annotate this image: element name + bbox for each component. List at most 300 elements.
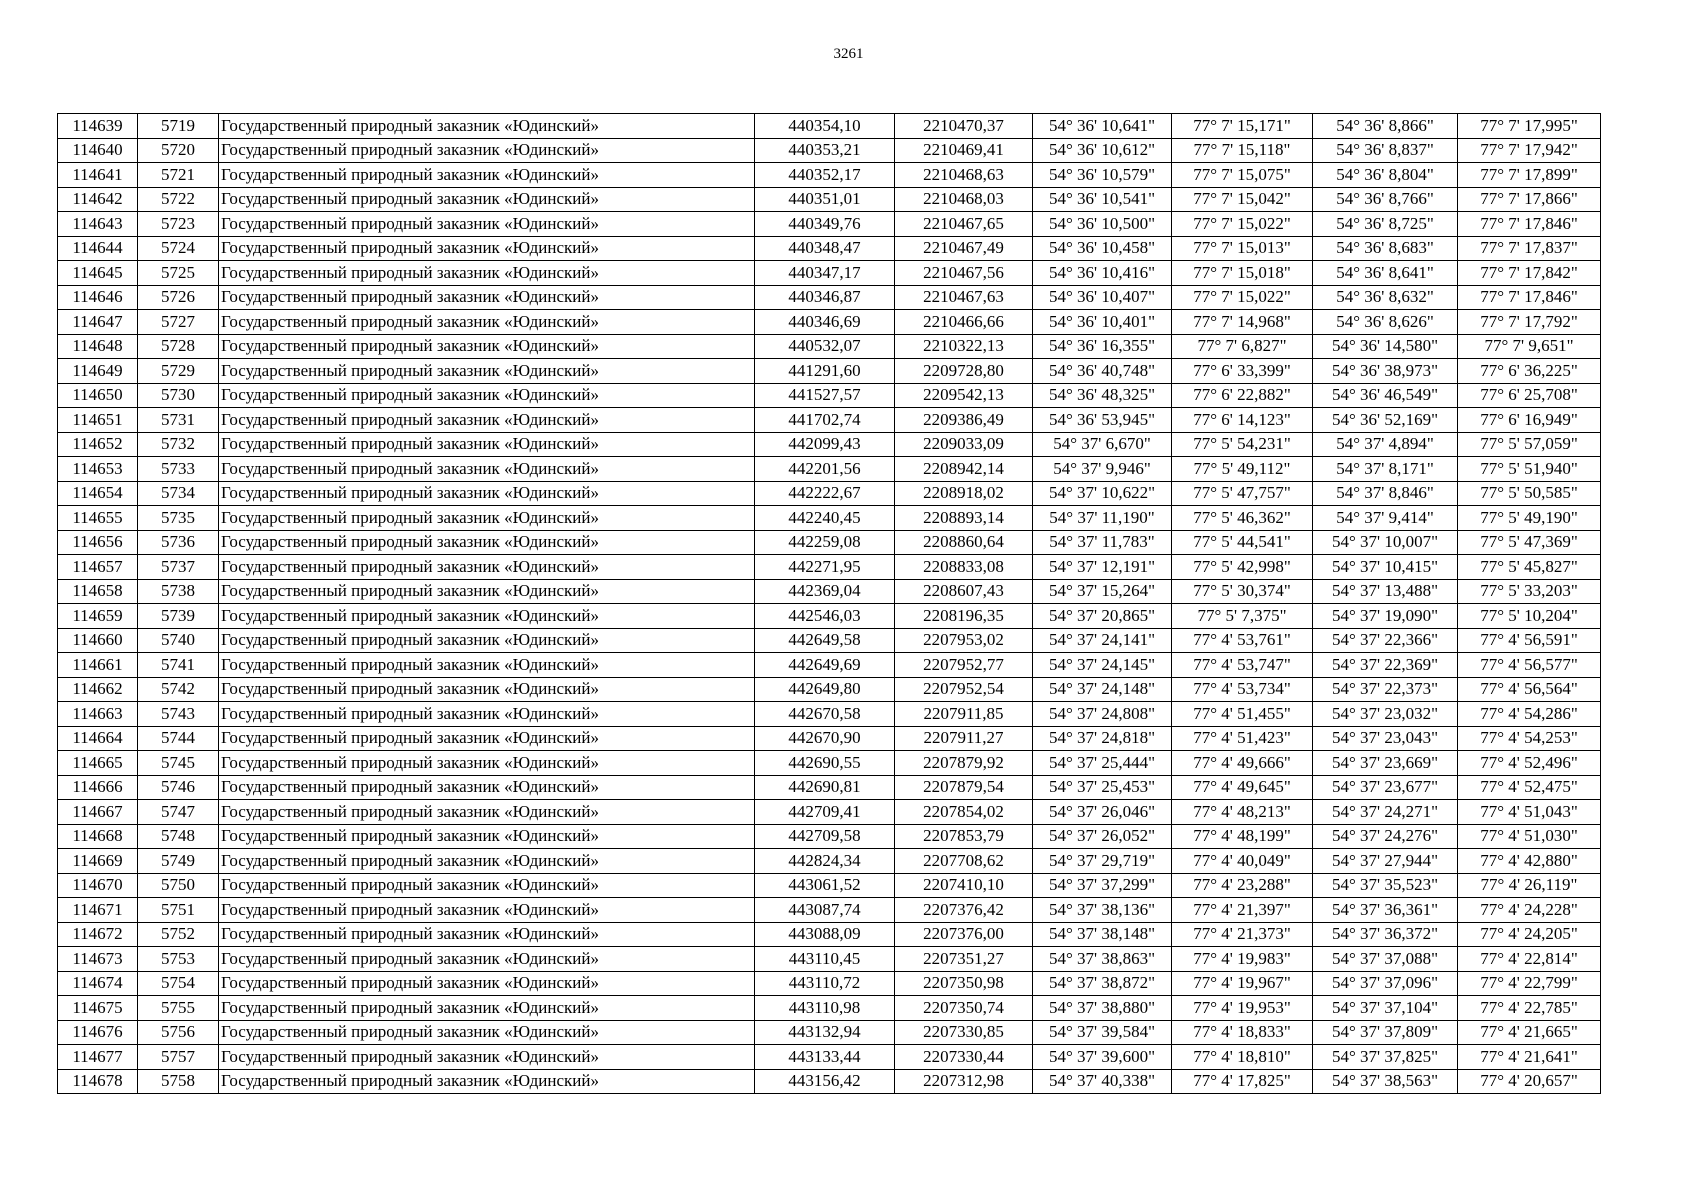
latitude-1-cell: 54° 37' 24,145" <box>1033 653 1172 678</box>
latitude-1-cell: 54° 37' 6,670" <box>1033 432 1172 457</box>
x-coordinate-cell: 442690,55 <box>755 751 895 776</box>
table-row <box>58 285 1601 310</box>
row-id-cell: 114639 <box>58 114 138 139</box>
row-id-cell: 114672 <box>58 922 138 947</box>
x-coordinate-cell: 440351,01 <box>755 187 895 212</box>
x-coordinate-cell: 442099,43 <box>755 432 895 457</box>
table-row <box>58 457 1601 482</box>
longitude-1-cell: 77° 7' 6,827" <box>1172 334 1313 359</box>
point-number-cell: 5731 <box>138 408 219 433</box>
longitude-2-cell: 77° 6' 25,708" <box>1458 383 1601 408</box>
latitude-2-cell: 54° 37' 23,032" <box>1313 702 1458 727</box>
point-number-cell: 5726 <box>138 285 219 310</box>
longitude-2-cell: 77° 4' 42,880" <box>1458 849 1601 874</box>
object-name-cell: Государственный природный заказник «Юдинский» <box>219 898 755 923</box>
latitude-2-cell: 54° 37' 23,669" <box>1313 751 1458 776</box>
y-coordinate-cell: 2210322,13 <box>895 334 1033 359</box>
latitude-1-cell: 54° 37' 9,946" <box>1033 457 1172 482</box>
x-coordinate-cell: 442709,58 <box>755 824 895 849</box>
longitude-2-cell: 77° 6' 16,949" <box>1458 408 1601 433</box>
longitude-2-cell: 77° 4' 24,205" <box>1458 922 1601 947</box>
x-coordinate-cell: 442649,80 <box>755 677 895 702</box>
row-id-cell: 114658 <box>58 579 138 604</box>
table-row <box>58 824 1601 849</box>
table-row <box>58 628 1601 653</box>
object-name-cell: Государственный природный заказник «Юдинский» <box>219 849 755 874</box>
row-id-cell: 114674 <box>58 971 138 996</box>
longitude-1-cell: 77° 5' 46,362" <box>1172 506 1313 531</box>
longitude-2-cell: 77° 4' 20,657" <box>1458 1069 1601 1094</box>
point-number-cell: 5725 <box>138 261 219 286</box>
x-coordinate-cell: 442240,45 <box>755 506 895 531</box>
latitude-1-cell: 54° 37' 25,453" <box>1033 775 1172 800</box>
latitude-1-cell: 54° 37' 38,148" <box>1033 922 1172 947</box>
latitude-2-cell: 54° 36' 8,837" <box>1313 138 1458 163</box>
table-row <box>58 947 1601 972</box>
table-row <box>58 408 1601 433</box>
point-number-cell: 5719 <box>138 114 219 139</box>
longitude-2-cell: 77° 7' 17,866" <box>1458 187 1601 212</box>
longitude-2-cell: 77° 5' 45,827" <box>1458 555 1601 580</box>
latitude-1-cell: 54° 36' 10,407" <box>1033 285 1172 310</box>
y-coordinate-cell: 2210467,49 <box>895 236 1033 261</box>
table-row <box>58 1069 1601 1094</box>
latitude-1-cell: 54° 37' 39,600" <box>1033 1045 1172 1070</box>
point-number-cell: 5757 <box>138 1045 219 1070</box>
x-coordinate-cell: 443132,94 <box>755 1020 895 1045</box>
object-name-cell: Государственный природный заказник «Юдинский» <box>219 481 755 506</box>
longitude-2-cell: 77° 4' 22,799" <box>1458 971 1601 996</box>
point-number-cell: 5746 <box>138 775 219 800</box>
longitude-1-cell: 77° 5' 44,541" <box>1172 530 1313 555</box>
point-number-cell: 5736 <box>138 530 219 555</box>
longitude-1-cell: 77° 4' 18,810" <box>1172 1045 1313 1070</box>
y-coordinate-cell: 2207350,74 <box>895 996 1033 1021</box>
table-row <box>58 775 1601 800</box>
row-id-cell: 114640 <box>58 138 138 163</box>
y-coordinate-cell: 2210466,66 <box>895 310 1033 335</box>
latitude-2-cell: 54° 36' 8,804" <box>1313 163 1458 188</box>
y-coordinate-cell: 2209728,80 <box>895 359 1033 384</box>
y-coordinate-cell: 2207953,02 <box>895 628 1033 653</box>
x-coordinate-cell: 442259,08 <box>755 530 895 555</box>
point-number-cell: 5749 <box>138 849 219 874</box>
latitude-1-cell: 54° 37' 38,880" <box>1033 996 1172 1021</box>
longitude-2-cell: 77° 4' 56,591" <box>1458 628 1601 653</box>
object-name-cell: Государственный природный заказник «Юдинский» <box>219 457 755 482</box>
point-number-cell: 5729 <box>138 359 219 384</box>
latitude-2-cell: 54° 37' 8,171" <box>1313 457 1458 482</box>
row-id-cell: 114665 <box>58 751 138 776</box>
longitude-1-cell: 77° 4' 21,397" <box>1172 898 1313 923</box>
row-id-cell: 114675 <box>58 996 138 1021</box>
latitude-1-cell: 54° 37' 10,622" <box>1033 481 1172 506</box>
longitude-2-cell: 77° 4' 51,043" <box>1458 800 1601 825</box>
row-id-cell: 114664 <box>58 726 138 751</box>
longitude-1-cell: 77° 7' 15,118" <box>1172 138 1313 163</box>
object-name-cell: Государственный природный заказник «Юдинский» <box>219 653 755 678</box>
row-id-cell: 114650 <box>58 383 138 408</box>
point-number-cell: 5723 <box>138 212 219 237</box>
latitude-2-cell: 54° 37' 37,096" <box>1313 971 1458 996</box>
longitude-2-cell: 77° 4' 22,814" <box>1458 947 1601 972</box>
row-id-cell: 114655 <box>58 506 138 531</box>
latitude-1-cell: 54° 36' 10,641" <box>1033 114 1172 139</box>
object-name-cell: Государственный природный заказник «Юдинский» <box>219 800 755 825</box>
latitude-2-cell: 54° 36' 52,169" <box>1313 408 1458 433</box>
point-number-cell: 5745 <box>138 751 219 776</box>
table-row <box>58 261 1601 286</box>
object-name-cell: Государственный природный заказник «Юдинский» <box>219 922 755 947</box>
longitude-2-cell: 77° 6' 36,225" <box>1458 359 1601 384</box>
longitude-1-cell: 77° 4' 18,833" <box>1172 1020 1313 1045</box>
longitude-2-cell: 77° 5' 33,203" <box>1458 579 1601 604</box>
longitude-2-cell: 77° 4' 56,564" <box>1458 677 1601 702</box>
object-name-cell: Государственный природный заказник «Юдинский» <box>219 971 755 996</box>
latitude-2-cell: 54° 37' 36,361" <box>1313 898 1458 923</box>
object-name-cell: Государственный природный заказник «Юдинский» <box>219 824 755 849</box>
x-coordinate-cell: 441527,57 <box>755 383 895 408</box>
object-name-cell: Государственный природный заказник «Юдинский» <box>219 114 755 139</box>
point-number-cell: 5739 <box>138 604 219 629</box>
latitude-1-cell: 54° 37' 29,719" <box>1033 849 1172 874</box>
latitude-1-cell: 54° 36' 10,416" <box>1033 261 1172 286</box>
row-id-cell: 114667 <box>58 800 138 825</box>
longitude-2-cell: 77° 4' 22,785" <box>1458 996 1601 1021</box>
longitude-2-cell: 77° 7' 17,842" <box>1458 261 1601 286</box>
y-coordinate-cell: 2208942,14 <box>895 457 1033 482</box>
object-name-cell: Государственный природный заказник «Юдинский» <box>219 579 755 604</box>
x-coordinate-cell: 442546,03 <box>755 604 895 629</box>
latitude-2-cell: 54° 37' 23,677" <box>1313 775 1458 800</box>
point-number-cell: 5734 <box>138 481 219 506</box>
longitude-1-cell: 77° 7' 15,022" <box>1172 285 1313 310</box>
latitude-1-cell: 54° 37' 11,190" <box>1033 506 1172 531</box>
y-coordinate-cell: 2207879,54 <box>895 775 1033 800</box>
longitude-1-cell: 77° 4' 49,666" <box>1172 751 1313 776</box>
longitude-2-cell: 77° 4' 56,577" <box>1458 653 1601 678</box>
latitude-1-cell: 54° 37' 25,444" <box>1033 751 1172 776</box>
longitude-2-cell: 77° 4' 26,119" <box>1458 873 1601 898</box>
object-name-cell: Государственный природный заказник «Юдинский» <box>219 334 755 359</box>
point-number-cell: 5756 <box>138 1020 219 1045</box>
longitude-2-cell: 77° 4' 54,253" <box>1458 726 1601 751</box>
table-row <box>58 163 1601 188</box>
object-name-cell: Государственный природный заказник «Юдинский» <box>219 187 755 212</box>
longitude-1-cell: 77° 5' 47,757" <box>1172 481 1313 506</box>
y-coordinate-cell: 2210468,03 <box>895 187 1033 212</box>
point-number-cell: 5741 <box>138 653 219 678</box>
row-id-cell: 114666 <box>58 775 138 800</box>
x-coordinate-cell: 440348,47 <box>755 236 895 261</box>
x-coordinate-cell: 443110,72 <box>755 971 895 996</box>
row-id-cell: 114671 <box>58 898 138 923</box>
x-coordinate-cell: 440346,69 <box>755 310 895 335</box>
table-row <box>58 726 1601 751</box>
longitude-1-cell: 77° 5' 54,231" <box>1172 432 1313 457</box>
table-row <box>58 114 1601 139</box>
row-id-cell: 114678 <box>58 1069 138 1094</box>
row-id-cell: 114645 <box>58 261 138 286</box>
y-coordinate-cell: 2209033,09 <box>895 432 1033 457</box>
table-row <box>58 481 1601 506</box>
object-name-cell: Государственный природный заказник «Юдинский» <box>219 212 755 237</box>
point-number-cell: 5737 <box>138 555 219 580</box>
object-name-cell: Государственный природный заказник «Юдинский» <box>219 138 755 163</box>
y-coordinate-cell: 2210469,41 <box>895 138 1033 163</box>
table-row <box>58 1045 1601 1070</box>
longitude-2-cell: 77° 7' 17,942" <box>1458 138 1601 163</box>
longitude-1-cell: 77° 5' 7,375" <box>1172 604 1313 629</box>
longitude-2-cell: 77° 5' 49,190" <box>1458 506 1601 531</box>
latitude-1-cell: 54° 36' 10,541" <box>1033 187 1172 212</box>
latitude-1-cell: 54° 37' 26,052" <box>1033 824 1172 849</box>
y-coordinate-cell: 2208860,64 <box>895 530 1033 555</box>
row-id-cell: 114646 <box>58 285 138 310</box>
latitude-1-cell: 54° 36' 10,579" <box>1033 163 1172 188</box>
latitude-1-cell: 54° 36' 10,458" <box>1033 236 1172 261</box>
row-id-cell: 114661 <box>58 653 138 678</box>
latitude-2-cell: 54° 37' 13,488" <box>1313 579 1458 604</box>
table-row <box>58 383 1601 408</box>
y-coordinate-cell: 2207853,79 <box>895 824 1033 849</box>
latitude-1-cell: 54° 37' 11,783" <box>1033 530 1172 555</box>
y-coordinate-cell: 2210470,37 <box>895 114 1033 139</box>
longitude-1-cell: 77° 4' 51,423" <box>1172 726 1313 751</box>
row-id-cell: 114653 <box>58 457 138 482</box>
object-name-cell: Государственный природный заказник «Юдинский» <box>219 1069 755 1094</box>
y-coordinate-cell: 2208607,43 <box>895 579 1033 604</box>
latitude-2-cell: 54° 37' 36,372" <box>1313 922 1458 947</box>
table-row <box>58 236 1601 261</box>
table-row <box>58 849 1601 874</box>
object-name-cell: Государственный природный заказник «Юдинский» <box>219 359 755 384</box>
row-id-cell: 114673 <box>58 947 138 972</box>
table-body <box>58 114 1601 1094</box>
y-coordinate-cell: 2207911,27 <box>895 726 1033 751</box>
y-coordinate-cell: 2208918,02 <box>895 481 1033 506</box>
x-coordinate-cell: 442649,58 <box>755 628 895 653</box>
latitude-1-cell: 54° 37' 26,046" <box>1033 800 1172 825</box>
table-row <box>58 873 1601 898</box>
object-name-cell: Государственный природный заказник «Юдинский» <box>219 996 755 1021</box>
x-coordinate-cell: 443156,42 <box>755 1069 895 1094</box>
object-name-cell: Государственный природный заказник «Юдинский» <box>219 873 755 898</box>
point-number-cell: 5730 <box>138 383 219 408</box>
latitude-2-cell: 54° 37' 22,369" <box>1313 653 1458 678</box>
latitude-2-cell: 54° 36' 8,866" <box>1313 114 1458 139</box>
row-id-cell: 114651 <box>58 408 138 433</box>
object-name-cell: Государственный природный заказник «Юдинский» <box>219 236 755 261</box>
latitude-2-cell: 54° 36' 8,626" <box>1313 310 1458 335</box>
point-number-cell: 5721 <box>138 163 219 188</box>
object-name-cell: Государственный природный заказник «Юдинский» <box>219 530 755 555</box>
x-coordinate-cell: 440532,07 <box>755 334 895 359</box>
point-number-cell: 5747 <box>138 800 219 825</box>
latitude-1-cell: 54° 37' 38,872" <box>1033 971 1172 996</box>
row-id-cell: 114659 <box>58 604 138 629</box>
latitude-2-cell: 54° 37' 10,007" <box>1313 530 1458 555</box>
latitude-2-cell: 54° 37' 4,894" <box>1313 432 1458 457</box>
table-row <box>58 898 1601 923</box>
point-number-cell: 5750 <box>138 873 219 898</box>
x-coordinate-cell: 440352,17 <box>755 163 895 188</box>
latitude-2-cell: 54° 37' 37,809" <box>1313 1020 1458 1045</box>
latitude-2-cell: 54° 37' 27,944" <box>1313 849 1458 874</box>
table-row <box>58 310 1601 335</box>
y-coordinate-cell: 2208893,14 <box>895 506 1033 531</box>
latitude-2-cell: 54° 37' 37,825" <box>1313 1045 1458 1070</box>
y-coordinate-cell: 2210467,56 <box>895 261 1033 286</box>
object-name-cell: Государственный природный заказник «Юдинский» <box>219 947 755 972</box>
longitude-1-cell: 77° 5' 30,374" <box>1172 579 1313 604</box>
latitude-1-cell: 54° 37' 38,863" <box>1033 947 1172 972</box>
table-row <box>58 751 1601 776</box>
point-number-cell: 5732 <box>138 432 219 457</box>
point-number-cell: 5742 <box>138 677 219 702</box>
y-coordinate-cell: 2207911,85 <box>895 702 1033 727</box>
table-row <box>58 1020 1601 1045</box>
point-number-cell: 5724 <box>138 236 219 261</box>
object-name-cell: Государственный природный заказник «Юдинский» <box>219 775 755 800</box>
latitude-2-cell: 54° 37' 9,414" <box>1313 506 1458 531</box>
longitude-1-cell: 77° 7' 14,968" <box>1172 310 1313 335</box>
latitude-2-cell: 54° 36' 46,549" <box>1313 383 1458 408</box>
table-row <box>58 702 1601 727</box>
longitude-1-cell: 77° 4' 53,734" <box>1172 677 1313 702</box>
y-coordinate-cell: 2209386,49 <box>895 408 1033 433</box>
y-coordinate-cell: 2207376,00 <box>895 922 1033 947</box>
latitude-1-cell: 54° 36' 40,748" <box>1033 359 1172 384</box>
page-number: 3261 <box>833 46 864 62</box>
longitude-1-cell: 77° 4' 49,645" <box>1172 775 1313 800</box>
x-coordinate-cell: 443110,98 <box>755 996 895 1021</box>
longitude-1-cell: 77° 4' 19,983" <box>1172 947 1313 972</box>
longitude-1-cell: 77° 4' 48,199" <box>1172 824 1313 849</box>
longitude-2-cell: 77° 4' 54,286" <box>1458 702 1601 727</box>
y-coordinate-cell: 2207952,77 <box>895 653 1033 678</box>
longitude-1-cell: 77° 4' 53,747" <box>1172 653 1313 678</box>
longitude-1-cell: 77° 4' 17,825" <box>1172 1069 1313 1094</box>
latitude-1-cell: 54° 36' 10,612" <box>1033 138 1172 163</box>
latitude-1-cell: 54° 36' 10,401" <box>1033 310 1172 335</box>
object-name-cell: Государственный природный заказник «Юдинский» <box>219 1045 755 1070</box>
table-row <box>58 555 1601 580</box>
longitude-2-cell: 77° 4' 21,641" <box>1458 1045 1601 1070</box>
x-coordinate-cell: 442690,81 <box>755 775 895 800</box>
longitude-1-cell: 77° 4' 19,967" <box>1172 971 1313 996</box>
point-number-cell: 5738 <box>138 579 219 604</box>
point-number-cell: 5758 <box>138 1069 219 1094</box>
longitude-1-cell: 77° 4' 51,455" <box>1172 702 1313 727</box>
longitude-1-cell: 77° 4' 21,373" <box>1172 922 1313 947</box>
row-id-cell: 114654 <box>58 481 138 506</box>
x-coordinate-cell: 443110,45 <box>755 947 895 972</box>
longitude-1-cell: 77° 4' 23,288" <box>1172 873 1313 898</box>
point-number-cell: 5720 <box>138 138 219 163</box>
row-id-cell: 114660 <box>58 628 138 653</box>
point-number-cell: 5753 <box>138 947 219 972</box>
table-row <box>58 138 1601 163</box>
x-coordinate-cell: 443088,09 <box>755 922 895 947</box>
x-coordinate-cell: 443061,52 <box>755 873 895 898</box>
row-id-cell: 114669 <box>58 849 138 874</box>
object-name-cell: Государственный природный заказник «Юдинский» <box>219 604 755 629</box>
latitude-1-cell: 54° 37' 37,299" <box>1033 873 1172 898</box>
table-row <box>58 604 1601 629</box>
longitude-1-cell: 77° 4' 48,213" <box>1172 800 1313 825</box>
table-row <box>58 334 1601 359</box>
latitude-2-cell: 54° 37' 35,523" <box>1313 873 1458 898</box>
y-coordinate-cell: 2207854,02 <box>895 800 1033 825</box>
latitude-2-cell: 54° 36' 8,641" <box>1313 261 1458 286</box>
latitude-1-cell: 54° 36' 48,325" <box>1033 383 1172 408</box>
y-coordinate-cell: 2207410,10 <box>895 873 1033 898</box>
latitude-2-cell: 54° 36' 8,766" <box>1313 187 1458 212</box>
row-id-cell: 114643 <box>58 212 138 237</box>
longitude-2-cell: 77° 7' 17,846" <box>1458 212 1601 237</box>
x-coordinate-cell: 440346,87 <box>755 285 895 310</box>
y-coordinate-cell: 2207351,27 <box>895 947 1033 972</box>
latitude-2-cell: 54° 37' 24,276" <box>1313 824 1458 849</box>
y-coordinate-cell: 2207312,98 <box>895 1069 1033 1094</box>
point-number-cell: 5733 <box>138 457 219 482</box>
row-id-cell: 114677 <box>58 1045 138 1070</box>
y-coordinate-cell: 2207330,85 <box>895 1020 1033 1045</box>
x-coordinate-cell: 440349,76 <box>755 212 895 237</box>
latitude-2-cell: 54° 36' 8,725" <box>1313 212 1458 237</box>
x-coordinate-cell: 442649,69 <box>755 653 895 678</box>
longitude-1-cell: 77° 7' 15,013" <box>1172 236 1313 261</box>
longitude-1-cell: 77° 7' 15,171" <box>1172 114 1313 139</box>
point-number-cell: 5744 <box>138 726 219 751</box>
longitude-2-cell: 77° 5' 47,369" <box>1458 530 1601 555</box>
object-name-cell: Государственный природный заказник «Юдинский» <box>219 751 755 776</box>
object-name-cell: Государственный природный заказник «Юдинский» <box>219 261 755 286</box>
point-number-cell: 5752 <box>138 922 219 947</box>
table-row <box>58 996 1601 1021</box>
longitude-1-cell: 77° 4' 40,049" <box>1172 849 1313 874</box>
object-name-cell: Государственный природный заказник «Юдинский» <box>219 408 755 433</box>
longitude-2-cell: 77° 7' 9,651" <box>1458 334 1601 359</box>
x-coordinate-cell: 442201,56 <box>755 457 895 482</box>
latitude-2-cell: 54° 37' 37,088" <box>1313 947 1458 972</box>
latitude-2-cell: 54° 37' 37,104" <box>1313 996 1458 1021</box>
latitude-2-cell: 54° 37' 24,271" <box>1313 800 1458 825</box>
row-id-cell: 114641 <box>58 163 138 188</box>
row-id-cell: 114642 <box>58 187 138 212</box>
row-id-cell: 114647 <box>58 310 138 335</box>
row-id-cell: 114663 <box>58 702 138 727</box>
object-name-cell: Государственный природный заказник «Юдинский» <box>219 1020 755 1045</box>
latitude-1-cell: 54° 37' 24,818" <box>1033 726 1172 751</box>
point-number-cell: 5754 <box>138 971 219 996</box>
x-coordinate-cell: 442709,41 <box>755 800 895 825</box>
latitude-2-cell: 54° 37' 10,415" <box>1313 555 1458 580</box>
latitude-2-cell: 54° 36' 8,683" <box>1313 236 1458 261</box>
object-name-cell: Государственный природный заказник «Юдинский» <box>219 726 755 751</box>
table-row <box>58 653 1601 678</box>
x-coordinate-cell: 442222,67 <box>755 481 895 506</box>
point-number-cell: 5751 <box>138 898 219 923</box>
y-coordinate-cell: 2207708,62 <box>895 849 1033 874</box>
longitude-2-cell: 77° 5' 50,585" <box>1458 481 1601 506</box>
x-coordinate-cell: 442824,34 <box>755 849 895 874</box>
longitude-2-cell: 77° 4' 52,475" <box>1458 775 1601 800</box>
table-row <box>58 971 1601 996</box>
row-id-cell: 114652 <box>58 432 138 457</box>
latitude-1-cell: 54° 36' 10,500" <box>1033 212 1172 237</box>
